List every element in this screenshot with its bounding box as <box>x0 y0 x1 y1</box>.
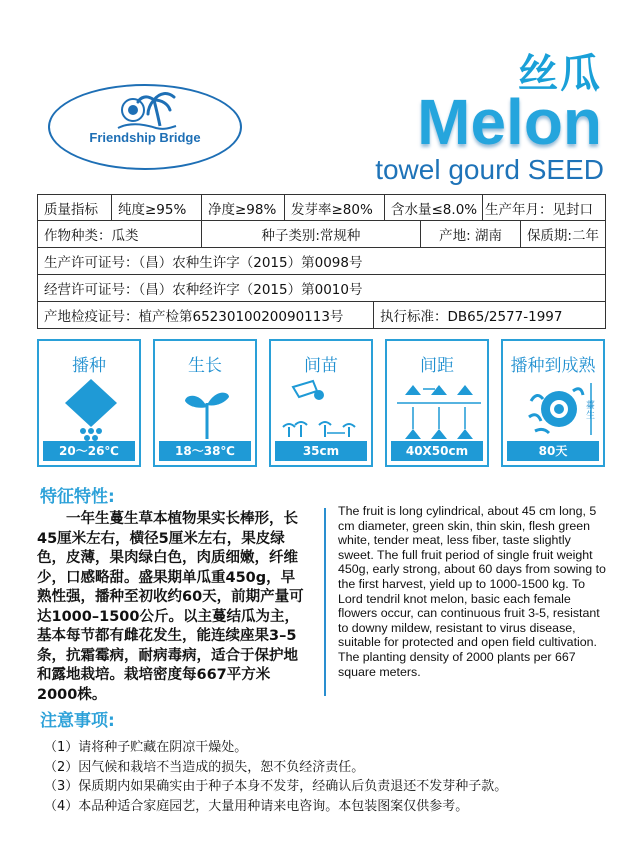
spec-cell: 含水量≤8.0% <box>385 195 483 220</box>
step-label: 播种到成熟 <box>510 356 596 376</box>
spec-table <box>37 194 606 329</box>
logo-text: Friendship Bridge <box>89 130 201 145</box>
product-title-cn: 丝瓜 <box>518 51 602 97</box>
spec-cell: 生产年月：见封口 <box>485 201 593 218</box>
spacing-icon <box>395 377 483 441</box>
divider-line <box>324 508 326 696</box>
sowing-icon <box>47 377 135 441</box>
step-side-text: 薹生 <box>586 401 596 421</box>
features-en-text: The fruit is long cylindrical, about 45 cm long, 5 cm diameter, green skin, thin skin, flesh green white, tender meat, less fiber, taste slightly sweet. The full fruit period of single fruit weight 450g, early strong, about 60 days from sowing to the first harvest, yield up to 1000-1500 kg. To Lord tendril knot melon, basic each female flowers occur, can continuous fruit 3-5, resistant to downy mildew, resistant to virus disease, suitable for protected and open field cultivation. The planting density of 2000 plants per 667 square meters. <box>338 504 606 679</box>
growing-steps <box>37 339 606 469</box>
note-item: （4）本品种适合家庭园艺，大量用种请来电咨询。本包装图案仅供参考。 <box>44 798 469 814</box>
features-cn-text: 一年生蔓生草本植物果实长棒形，长45厘米左右，横径5厘米左右，果皮绿色，皮薄，果肉绿白色，肉质细嫩，纤维少，口感略甜。盛果期单瓜重450g，早熟性强，播种至初收约60天，前期产量可达1000–1500公斤。以主蔓结瓜为主，基本每节都有雌花发生，能连续座果3–5条，抗霜霉病，耐病毒病，适合于保护地和露地栽培。栽培密度每667平方米2000株。 <box>37 511 304 703</box>
spec-cell: 种子类别:常规种 <box>202 221 422 247</box>
spec-cell: 保质期:二年 <box>526 228 599 244</box>
product-title-en: Melon <box>417 86 602 158</box>
spec-cell: 质量指标 <box>38 195 112 220</box>
step-value: 18～38℃ <box>159 441 251 461</box>
step-value: 80天 <box>507 441 599 461</box>
thinning-icon <box>279 377 367 441</box>
spec-cell: 执行标准：DB65/2577-1997 <box>380 309 563 325</box>
spec-row-crop <box>37 221 606 248</box>
spec-row-quarantine <box>37 302 606 329</box>
step-label: 生长 <box>188 356 222 376</box>
sprout-icon <box>163 377 251 441</box>
step-value: 20～26℃ <box>43 441 135 461</box>
step-value: 35cm <box>275 441 367 461</box>
note-item: （3）保质期内如果确实由于种子本身不发芽，经确认后负责退还不发芽种子款。 <box>44 779 508 794</box>
note-item: （2）因气候和栽培不当造成的损失，恕不负经济责任。 <box>44 759 365 775</box>
spec-cell: 纯度≥95% <box>112 195 202 220</box>
spec-row-business-license <box>37 275 606 302</box>
notes-heading: 注意事项: <box>40 711 115 731</box>
step-label: 间苗 <box>304 356 338 376</box>
island-palm-icon <box>116 88 178 132</box>
brand-logo <box>48 84 242 170</box>
spec-cell: 净度≥98% <box>202 195 285 220</box>
spec-cell: 产地检疫证号：植产检第6523010020090113号 <box>38 302 374 328</box>
step-value: 40X50cm <box>391 441 483 461</box>
spec-cell: 作物种类：瓜类 <box>38 221 202 247</box>
step-thinning <box>269 339 373 467</box>
step-maturity <box>501 339 605 467</box>
step-label: 间距 <box>420 356 454 376</box>
step-spacing <box>385 339 489 467</box>
step-label: 播种 <box>72 356 106 376</box>
features-heading: 特征特性: <box>40 487 115 507</box>
spec-cell: 发芽率≥80% <box>285 195 385 220</box>
step-growing <box>153 339 257 467</box>
step-sowing <box>37 339 141 467</box>
spec-cell: 生产许可证号：（昌）农种生许字（2015）第0098号 <box>44 255 363 271</box>
product-subtitle: towel gourd SEED <box>375 154 604 185</box>
spec-row-quality <box>37 194 606 221</box>
notes-list <box>44 738 624 816</box>
spec-cell: 经营许可证号：（昌）农种经许字（2015）第0010号 <box>44 282 363 298</box>
note-item: （1）请将种子贮藏在阴凉干燥处。 <box>44 740 248 755</box>
spec-cell: 产地: 湖南 <box>421 221 521 247</box>
spec-row-production-license <box>37 248 606 275</box>
